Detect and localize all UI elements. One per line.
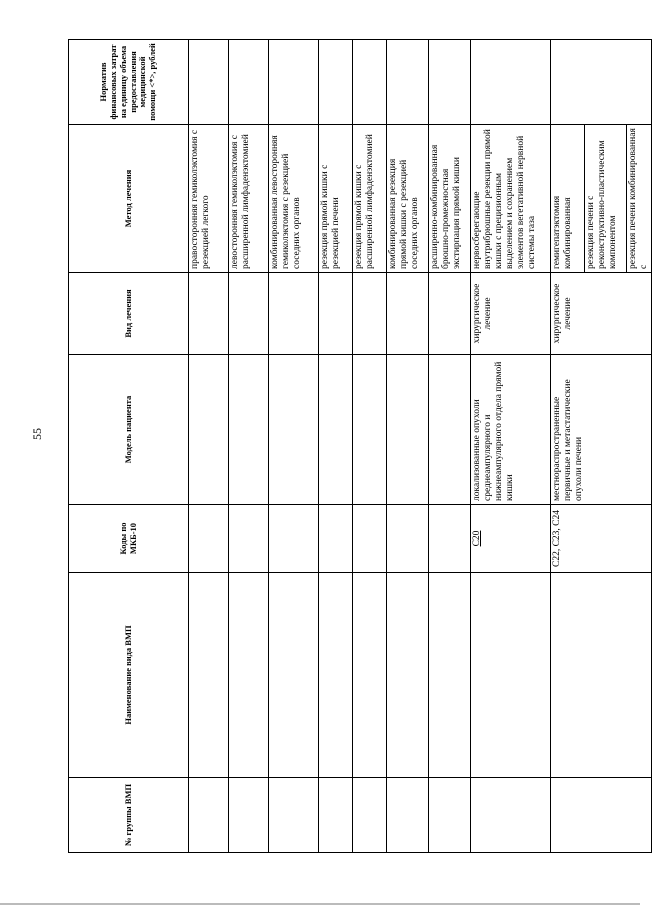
method-cell: резекция прямой кишки с расширенной лимфаденэктомией xyxy=(353,125,387,273)
vmp-table xyxy=(68,39,652,853)
codes-cell: C22, C23, C24 xyxy=(551,505,652,573)
table-row xyxy=(319,40,353,853)
type-cell: хирургическое лечение xyxy=(551,273,652,355)
header-model: Модель пациента xyxy=(69,355,189,505)
method-cell: гемигепатэктомия комбинированная xyxy=(551,125,585,273)
model-cell: местнораспространенные первичные и метастатические опухоли печени xyxy=(551,355,652,505)
codes-text: C20 xyxy=(472,530,482,547)
header-norm: Норматив финансовых затрат на единицу объема предоставления медицинской помощи <*>, рублей xyxy=(69,40,189,125)
table-row xyxy=(353,40,387,853)
method-cell: комбинированная левосторонняя гемиколэктомия с резекцией соседних органов xyxy=(269,125,319,273)
method-cell: левосторонняя гемиколэктомия с расширенной лимфаденэктомией xyxy=(229,125,269,273)
table-row xyxy=(269,40,319,853)
method-cell: нервосберегающие внутрибрюшные резекции прямой кишки с прецизионным выделением и сохранением элементов вегетативной нервной системы таза xyxy=(471,125,551,273)
method-cell: резекция печени комбинированная с xyxy=(627,125,652,273)
table-row xyxy=(229,40,269,853)
table-row xyxy=(471,40,551,853)
header-group: № группы ВМП xyxy=(69,778,189,853)
table-row xyxy=(387,40,429,853)
header-type: Вид лечения xyxy=(69,273,189,355)
codes-cell xyxy=(471,505,551,573)
rotated-table-container xyxy=(68,40,649,853)
header-name: Наименование вида ВМП xyxy=(69,573,189,778)
table-row xyxy=(551,40,585,853)
method-cell: комбинированная резекция прямой кишки с резекцией соседних органов xyxy=(387,125,429,273)
table-row xyxy=(189,40,229,853)
model-cell: локализованные опухоли среднеампулярного и нижнеампулярного отдела прямой кишки xyxy=(471,355,551,505)
header-method: Метод лечения xyxy=(69,125,189,273)
header-codes: Коды по МКБ-10 xyxy=(69,505,189,573)
header-row xyxy=(69,40,189,853)
method-cell: резекция печени с реконструктивно-пластическим компонентом xyxy=(585,125,627,273)
page-number: 55 xyxy=(30,428,44,440)
method-cell: правосторонняя гемиколэктомия с резекцией легкого xyxy=(189,125,229,273)
method-cell: расширенно-комбинированная брюшно-промежностная экстирпация прямой кишки xyxy=(429,125,471,273)
type-cell: хирургическое лечение xyxy=(471,273,551,355)
table-row xyxy=(429,40,471,853)
method-cell: резекция прямой кишки с резекцией печени xyxy=(319,125,353,273)
